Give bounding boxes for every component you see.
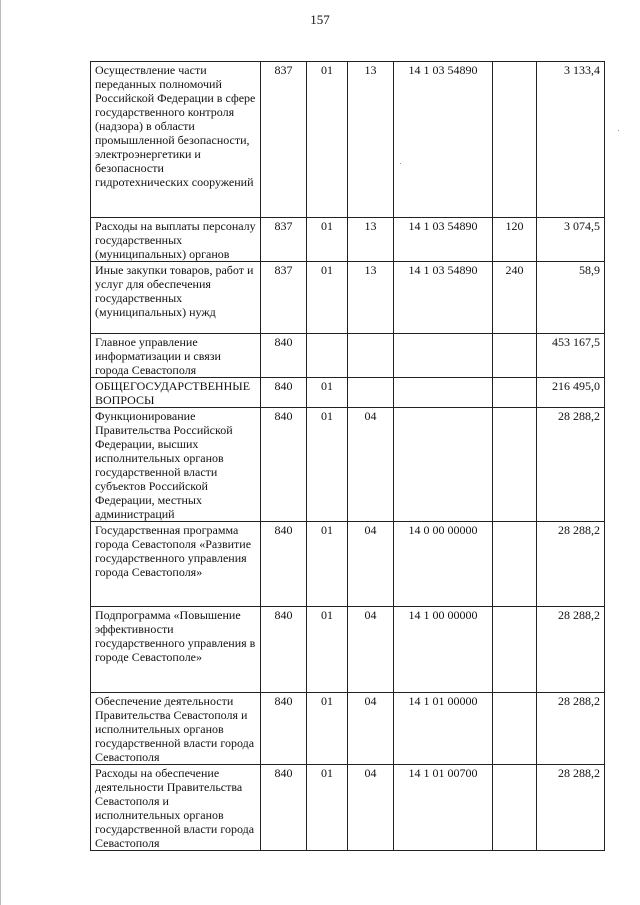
row-article [394,378,493,408]
row-name: Расходы на выплаты персоналу государственных (муниципальных) органов [91,218,261,262]
table-row [91,693,605,765]
table-row [91,408,605,522]
row-article: 14 1 01 00700 [394,765,493,851]
row-name: Подпрограмма «Повышение эффективности государственного управления в городе Севастополе» [91,607,261,693]
row-gov-code: 840 [261,522,307,607]
row-expense-type [493,522,537,607]
row-section [307,334,348,378]
row-subsection: 13 [348,262,394,334]
budget-table-body [91,62,605,851]
row-name: Государственная программа города Севастополя «Развитие государственного управления города Севастополя» [91,522,261,607]
table-row [91,334,605,378]
row-subsection: 04 [348,408,394,522]
row-gov-code: 837 [261,218,307,262]
row-sum: 3 133,4 [537,62,605,218]
row-sum: 453 167,5 [537,334,605,378]
row-article: 14 1 03 54890 [394,218,493,262]
row-gov-code: 840 [261,693,307,765]
row-expense-type [493,378,537,408]
row-article [394,334,493,378]
row-article [394,408,493,522]
row-expense-type [493,62,537,218]
budget-table [90,61,605,851]
table-row [91,765,605,851]
row-article: 14 1 03 54890 [394,62,493,218]
row-article: 14 1 03 54890 [394,262,493,334]
table-row [91,62,605,218]
row-subsection: 13 [348,218,394,262]
row-sum: 28 288,2 [537,607,605,693]
row-gov-code: 840 [261,408,307,522]
row-section: 01 [307,693,348,765]
table-row [91,607,605,693]
row-subsection: 04 [348,607,394,693]
row-expense-type: 120 [493,218,537,262]
row-name: Главное управление информатизации и связи города Севастополя [91,334,261,378]
row-section: 01 [307,262,348,334]
row-gov-code: 840 [261,378,307,408]
row-article: 14 1 00 00000 [394,607,493,693]
row-name: Обеспечение деятельности Правительства Севастополя и исполнительных органов государственной власти города Севастополя [91,693,261,765]
row-gov-code: 840 [261,334,307,378]
page-number: 157 [310,12,330,27]
row-sum: 28 288,2 [537,693,605,765]
row-expense-type [493,765,537,851]
table-row [91,378,605,408]
row-expense-type [493,334,537,378]
row-sum: 28 288,2 [537,408,605,522]
row-section: 01 [307,765,348,851]
row-gov-code: 837 [261,262,307,334]
row-subsection [348,334,394,378]
row-section: 01 [307,408,348,522]
row-expense-type [493,408,537,522]
row-article: 14 1 01 00000 [394,693,493,765]
scan-mark [0,0,1,905]
row-name: ОБЩЕГОСУДАРСТВЕННЫЕ ВОПРОСЫ [91,378,261,408]
row-article: 14 0 00 00000 [394,522,493,607]
row-subsection: 13 [348,62,394,218]
scan-mark [400,163,401,164]
row-subsection: 04 [348,693,394,765]
row-name: Осуществление части переданных полномочий Российской Федерации в сфере государственного контроля (надзора) в области промышленной безопасности, электроэнергетики и безопасности гидротехнических сооружений [91,62,261,218]
row-expense-type [493,607,537,693]
row-sum: 58,9 [537,262,605,334]
row-subsection [348,378,394,408]
row-sum: 3 074,5 [537,218,605,262]
row-section: 01 [307,218,348,262]
row-section: 01 [307,522,348,607]
row-expense-type [493,693,537,765]
row-gov-code: 840 [261,765,307,851]
row-name: Расходы на обеспечение деятельности Правительства Севастополя и исполнительных органов государственной власти города Севастополя [91,765,261,851]
row-gov-code: 840 [261,607,307,693]
row-section: 01 [307,378,348,408]
row-section: 01 [307,607,348,693]
table-row [91,218,605,262]
row-sum: 216 495,0 [537,378,605,408]
row-gov-code: 837 [261,62,307,218]
row-name: Функционирование Правительства Российской Федерации, высших исполнительных органов государственной власти субъектов Российской Федерации, местных администраций [91,408,261,522]
row-subsection: 04 [348,522,394,607]
row-subsection: 04 [348,765,394,851]
scan-mark [618,130,619,131]
row-name: Иные закупки товаров, работ и услуг для обеспечения государственных (муниципальных) нужд [91,262,261,334]
row-section: 01 [307,62,348,218]
row-sum: 28 288,2 [537,522,605,607]
row-sum: 28 288,2 [537,765,605,851]
row-expense-type: 240 [493,262,537,334]
table-row [91,522,605,607]
table-row [91,262,605,334]
